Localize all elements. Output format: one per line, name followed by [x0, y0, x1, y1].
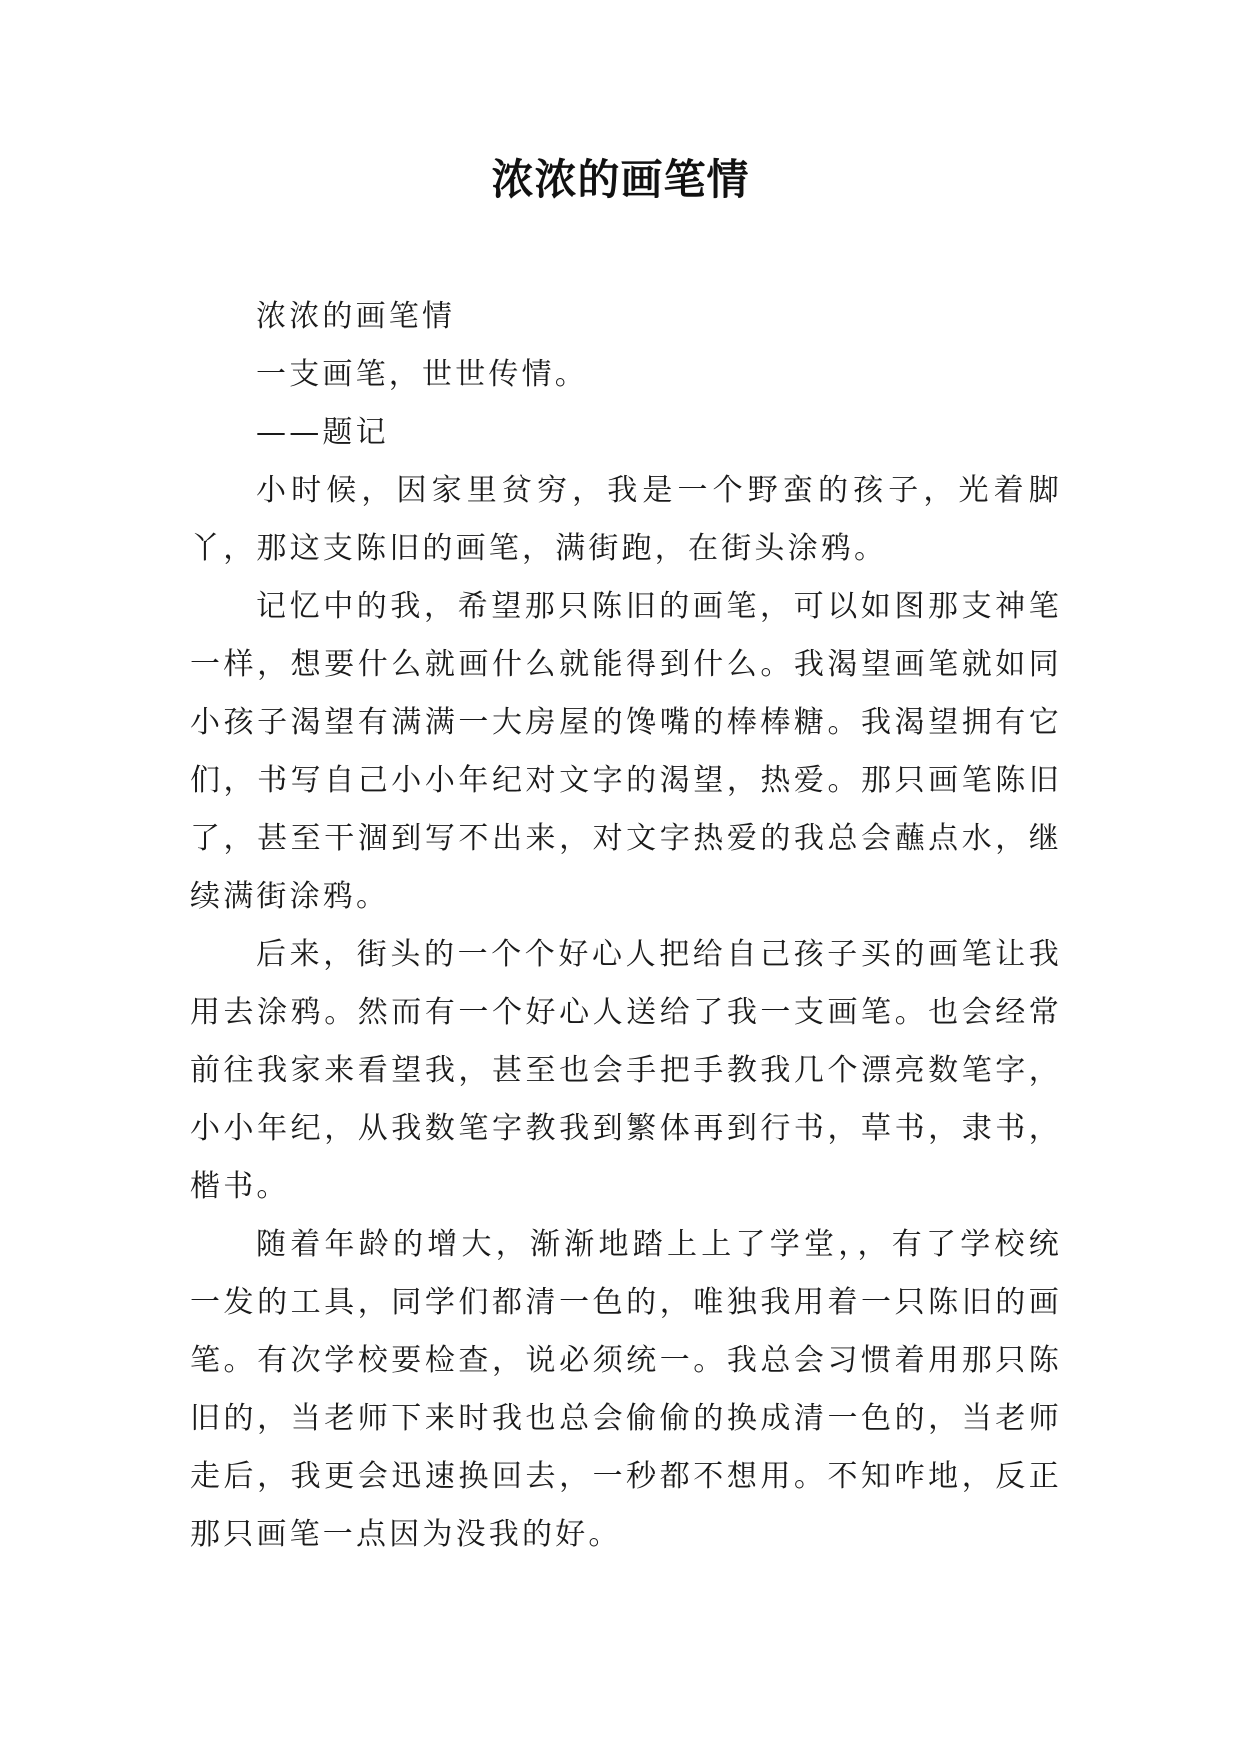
paragraph-epigraph: 一支画笔，世世传情。 [256, 357, 588, 392]
document-title: 浓浓的画笔情 [491, 155, 750, 204]
paragraph-epigraph-attribution: ——题记 [256, 415, 389, 450]
paragraph: 后来，街头的一个个好心人把给自己孩子买的画笔让我用去涂鸦。然而有一个好心人送给了我一支画笔。也会经常前往我家来看望我，甚至也会手把手教我几个漂亮数笔字，小小年纪，从我数笔字教我到繁体再到行书，草书，隶书，楷书。 [190, 937, 1062, 1204]
document-body [190, 288, 1062, 1564]
paragraph: 记忆中的我，希望那只陈旧的画笔，可以如图那支神笔一样，想要什么就画什么就能得到什么。我渴望画笔就如同小孩子渴望有满满一大房屋的馋嘴的棒棒糖。我渴望拥有它们，书写自己小小年纪对文字的渴望，热爱。那只画笔陈旧了，甚至干涸到写不出来，对文字热爱的我总会蘸点水，继续满街涂鸦。 [190, 589, 1062, 914]
paragraph: 随着年龄的增大，渐渐地踏上上了学堂，，有了学校统一发的工具，同学们都清一色的，唯独我用着一只陈旧的画笔。有次学校要检查，说必须统一。我总会习惯着用那只陈旧的，当老师下来时我也总会偷偷的换成清一色的，当老师走后，我更会迅速换回去，一秒都不想用。不知咋地，反正那只画笔一点因为没我的好。 [190, 1227, 1062, 1552]
paragraph-subtitle: 浓浓的画笔情 [256, 299, 456, 334]
paragraph: 小时候，因家里贫穷，我是一个野蛮的孩子，光着脚丫，那这支陈旧的画笔，满街跑，在街头涂鸦。 [190, 473, 1062, 566]
